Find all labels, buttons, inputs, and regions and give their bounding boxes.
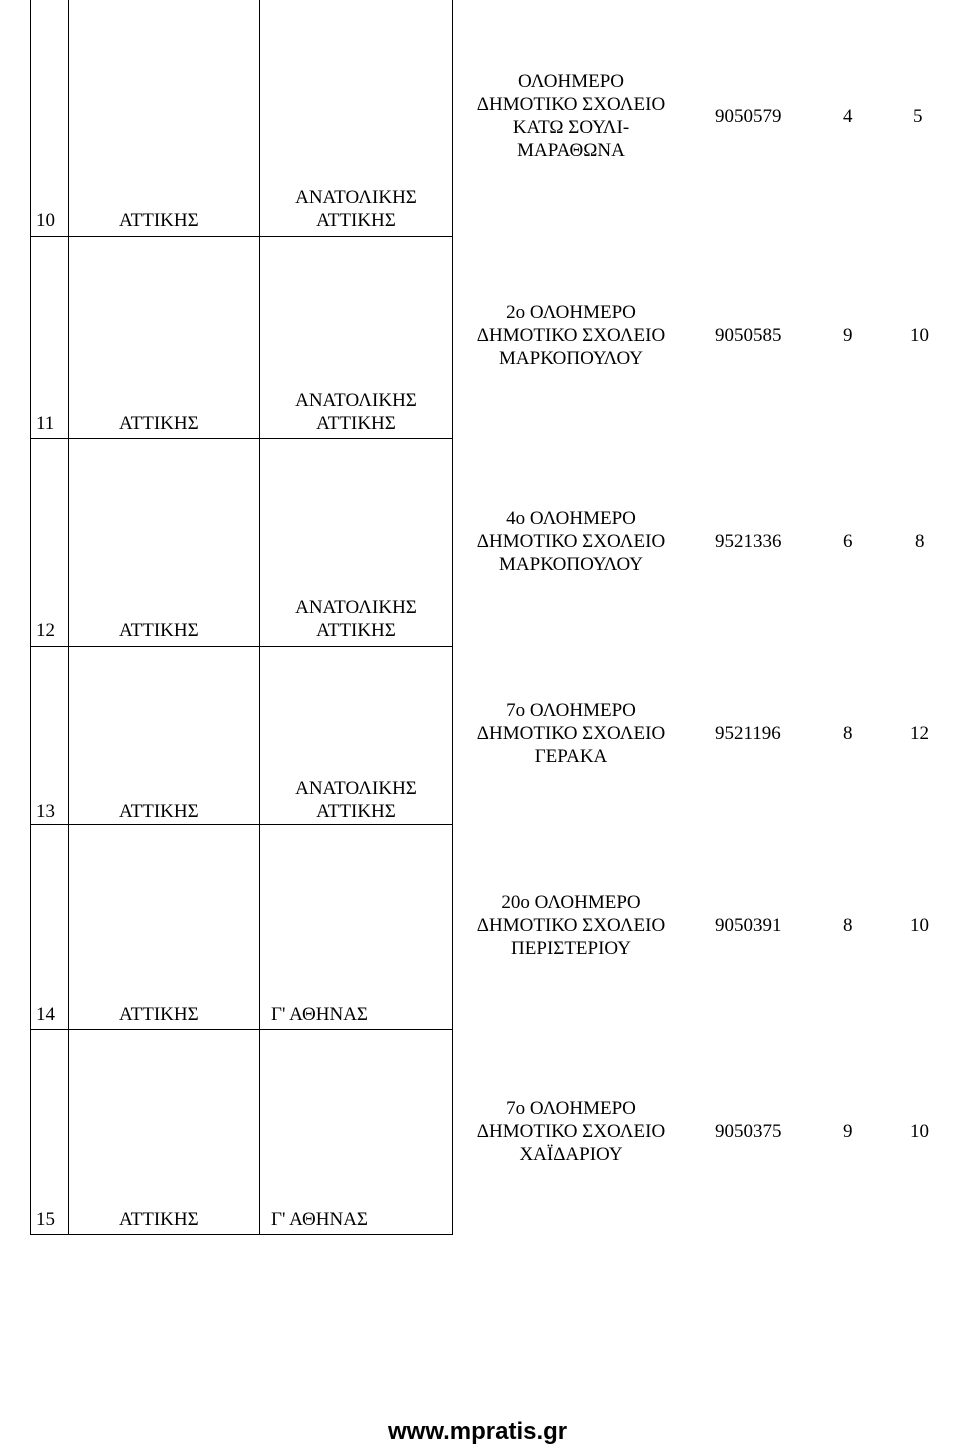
school-name: 20ο ΟΛΟΗΜΕΡΟ ΔΗΜΟΤΙΚΟ ΣΧΟΛΕΙΟ ΠΕΡΙΣΤΕΡΙΟΥ bbox=[476, 892, 666, 959]
school-name: ΟΛΟΗΜΕΡΟ ΔΗΜΟΤΙΚΟ ΣΧΟΛΕΙΟ ΚΑΤΩ ΣΟΥΛΙ- ΜΑΡΑΘΩΝΑ bbox=[476, 71, 666, 161]
row-number: 10 bbox=[36, 210, 55, 231]
district: ΑΝΑΤΟΛΙΚΗΣ ΑΤΤΙΚΗΣ bbox=[295, 597, 417, 641]
row-number: 15 bbox=[36, 1209, 55, 1230]
value-b: 10 bbox=[910, 915, 929, 936]
value-b: 8 bbox=[915, 531, 925, 552]
district: ΑΝΑΤΟΛΙΚΗΣ ΑΤΤΙΚΗΣ bbox=[295, 187, 417, 231]
region: ΑΤΤΙΚΗΣ bbox=[119, 413, 199, 434]
value-a: 8 bbox=[843, 915, 853, 936]
footer-website: www.mpratis.gr bbox=[388, 1418, 568, 1445]
region: ΑΤΤΙΚΗΣ bbox=[119, 1209, 199, 1230]
row-divider bbox=[30, 646, 453, 647]
table-border-col2 bbox=[68, 0, 69, 1235]
table-border-col4 bbox=[452, 0, 453, 1235]
school-name: 4ο ΟΛΟΗΜΕΡΟ ΔΗΜΟΤΙΚΟ ΣΧΟΛΕΙΟ ΜΑΡΚΟΠΟΥΛΟΥ bbox=[476, 508, 666, 575]
row-number: 12 bbox=[36, 620, 55, 641]
value-b: 10 bbox=[910, 325, 929, 346]
value-b: 5 bbox=[913, 106, 923, 127]
district: ΑΝΑΤΟΛΙΚΗΣ ΑΤΤΙΚΗΣ bbox=[295, 778, 417, 822]
district: Γ' ΑΘΗΝΑΣ bbox=[271, 1004, 368, 1025]
district: ΑΝΑΤΟΛΙΚΗΣ ΑΤΤΙΚΗΣ bbox=[295, 390, 417, 434]
value-a: 6 bbox=[843, 531, 853, 552]
row-number: 11 bbox=[36, 413, 55, 434]
row-divider bbox=[30, 824, 453, 825]
school-name: 7ο ΟΛΟΗΜΕΡΟ ΔΗΜΟΤΙΚΟ ΣΧΟΛΕΙΟ ΓΕΡΑΚΑ bbox=[476, 700, 666, 767]
school-code: 9521196 bbox=[715, 723, 781, 744]
region: ΑΤΤΙΚΗΣ bbox=[119, 801, 199, 822]
school-code: 9050375 bbox=[715, 1121, 782, 1142]
value-a: 9 bbox=[843, 1121, 853, 1142]
value-b: 12 bbox=[910, 723, 929, 744]
school-code: 9050391 bbox=[715, 915, 782, 936]
value-a: 4 bbox=[843, 106, 853, 127]
school-code: 9050579 bbox=[715, 106, 782, 127]
region: ΑΤΤΙΚΗΣ bbox=[119, 1004, 199, 1025]
value-a: 9 bbox=[843, 325, 853, 346]
row-number: 13 bbox=[36, 801, 55, 822]
row-divider bbox=[30, 236, 453, 237]
table-border-col3 bbox=[259, 0, 260, 1235]
region: ΑΤΤΙΚΗΣ bbox=[119, 210, 199, 231]
value-a: 8 bbox=[843, 723, 853, 744]
row-divider bbox=[30, 1234, 453, 1235]
value-b: 10 bbox=[910, 1121, 929, 1142]
region: ΑΤΤΙΚΗΣ bbox=[119, 620, 199, 641]
school-name: 2ο ΟΛΟΗΜΕΡΟ ΔΗΜΟΤΙΚΟ ΣΧΟΛΕΙΟ ΜΑΡΚΟΠΟΥΛΟΥ bbox=[476, 302, 666, 369]
school-code: 9521336 bbox=[715, 531, 782, 552]
row-divider bbox=[30, 438, 453, 439]
school-name: 7ο ΟΛΟΗΜΕΡΟ ΔΗΜΟΤΙΚΟ ΣΧΟΛΕΙΟ ΧΑΪΔΑΡΙΟΥ bbox=[476, 1098, 666, 1165]
row-divider bbox=[30, 1029, 453, 1030]
district: Γ' ΑΘΗΝΑΣ bbox=[271, 1209, 368, 1230]
row-number: 14 bbox=[36, 1004, 55, 1025]
table-border-left bbox=[30, 0, 31, 1235]
school-code: 9050585 bbox=[715, 325, 782, 346]
